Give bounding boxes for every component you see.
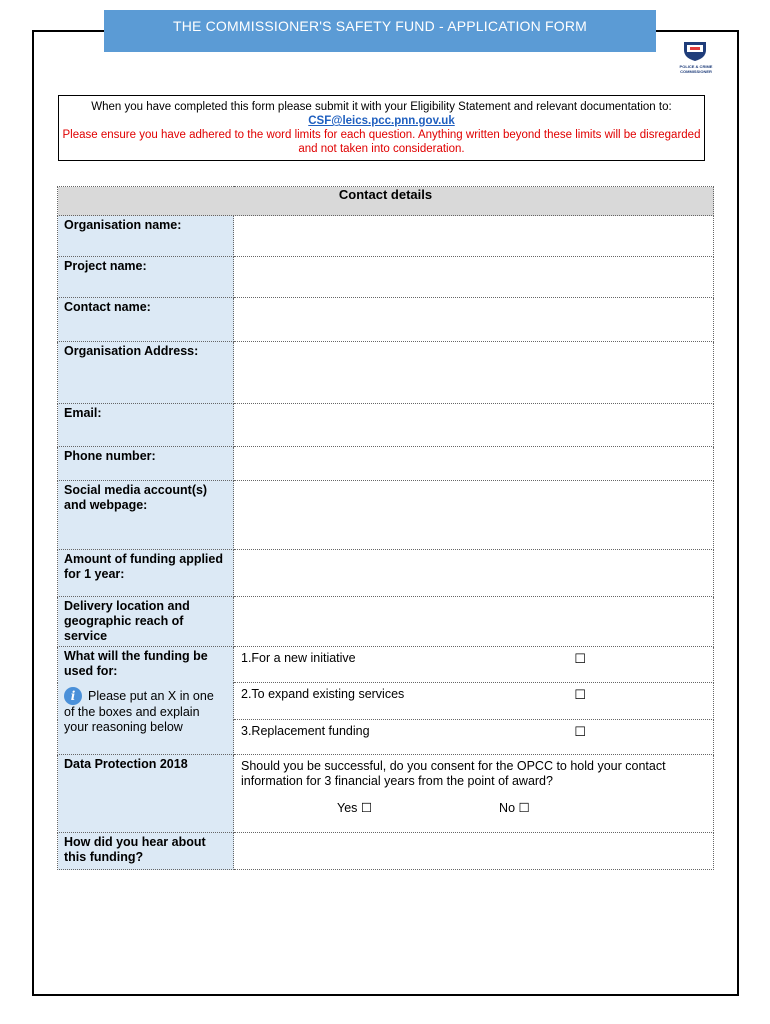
funding-option-1	[234, 647, 714, 683]
phone-field[interactable]	[234, 447, 714, 481]
data-protection-label: Data Protection 2018	[58, 755, 234, 833]
word-limit-warning: Please ensure you have adhered to the word limits for each question. Anything written beyond these limits will be disregarded and not taken into consideration.	[62, 129, 701, 155]
consent-no-checkbox[interactable]: No ☐	[499, 801, 530, 815]
notice-instructions	[59, 100, 704, 128]
contact-name-label: Contact name:	[58, 298, 234, 342]
how-heard-field[interactable]	[234, 833, 714, 870]
funding-amount-field[interactable]	[234, 550, 714, 597]
section-title: Contact details	[58, 187, 714, 216]
email-label: Email:	[58, 404, 234, 447]
funding-use-label: What will the funding be used for:	[64, 649, 208, 678]
police-crest-icon	[682, 40, 708, 62]
submission-notice	[58, 95, 705, 161]
organisation-address-field[interactable]	[234, 342, 714, 404]
consent-options	[241, 801, 706, 816]
funding-use-cell	[58, 647, 234, 755]
police-crest-logo	[668, 40, 724, 90]
form-title-banner: THE COMMISSIONER'S SAFETY FUND - APPLICATION FORM	[104, 10, 656, 52]
delivery-location-field[interactable]	[234, 597, 714, 647]
contact-name-field[interactable]	[234, 298, 714, 342]
funding-use-note	[64, 687, 227, 735]
replacement-funding-checkbox[interactable]: ☐	[574, 724, 586, 739]
social-media-label: Social media account(s) and webpage:	[58, 481, 234, 550]
project-name-label: Project name:	[58, 257, 234, 298]
organisation-name-label: Organisation name:	[58, 216, 234, 257]
funding-amount-label: Amount of funding applied for 1 year:	[58, 550, 234, 597]
funding-option-label: 1.For a new initiative	[241, 651, 356, 665]
organisation-name-field[interactable]	[234, 216, 714, 257]
info-icon: i	[64, 687, 82, 705]
data-protection-question: Should you be successful, do you consent for the OPCC to hold your contact information for 3 financial years from the point of award?	[241, 759, 666, 788]
data-protection-cell	[234, 755, 714, 833]
contact-details-table	[57, 186, 714, 870]
social-media-field[interactable]	[234, 481, 714, 550]
funding-option-2	[234, 683, 714, 720]
new-initiative-checkbox[interactable]: ☐	[574, 651, 586, 666]
logo-text: POLICE & CRIME COMMISSIONER	[679, 64, 713, 74]
consent-yes-checkbox[interactable]: Yes ☐	[337, 801, 373, 815]
how-heard-label: How did you hear about this funding?	[58, 833, 234, 870]
delivery-location-label: Delivery location and geographic reach of service	[58, 597, 234, 647]
email-field[interactable]	[234, 404, 714, 447]
phone-label: Phone number:	[58, 447, 234, 481]
notice-line: When you have completed this form please submit it with your Eligibility Statement and relevant documentation to:	[91, 101, 672, 113]
funding-use-note-text: Please put an X in one of the boxes and explain your reasoning below	[64, 689, 214, 734]
funding-option-3	[234, 720, 714, 755]
expand-services-checkbox[interactable]: ☐	[574, 687, 586, 702]
project-name-field[interactable]	[234, 257, 714, 298]
funding-option-label: 2.To expand existing services	[241, 687, 405, 701]
funding-option-label: 3.Replacement funding	[241, 724, 370, 738]
submission-email-link[interactable]: CSF@leics.pcc.pnn.gov.uk	[308, 115, 455, 127]
organisation-address-label: Organisation Address:	[58, 342, 234, 404]
